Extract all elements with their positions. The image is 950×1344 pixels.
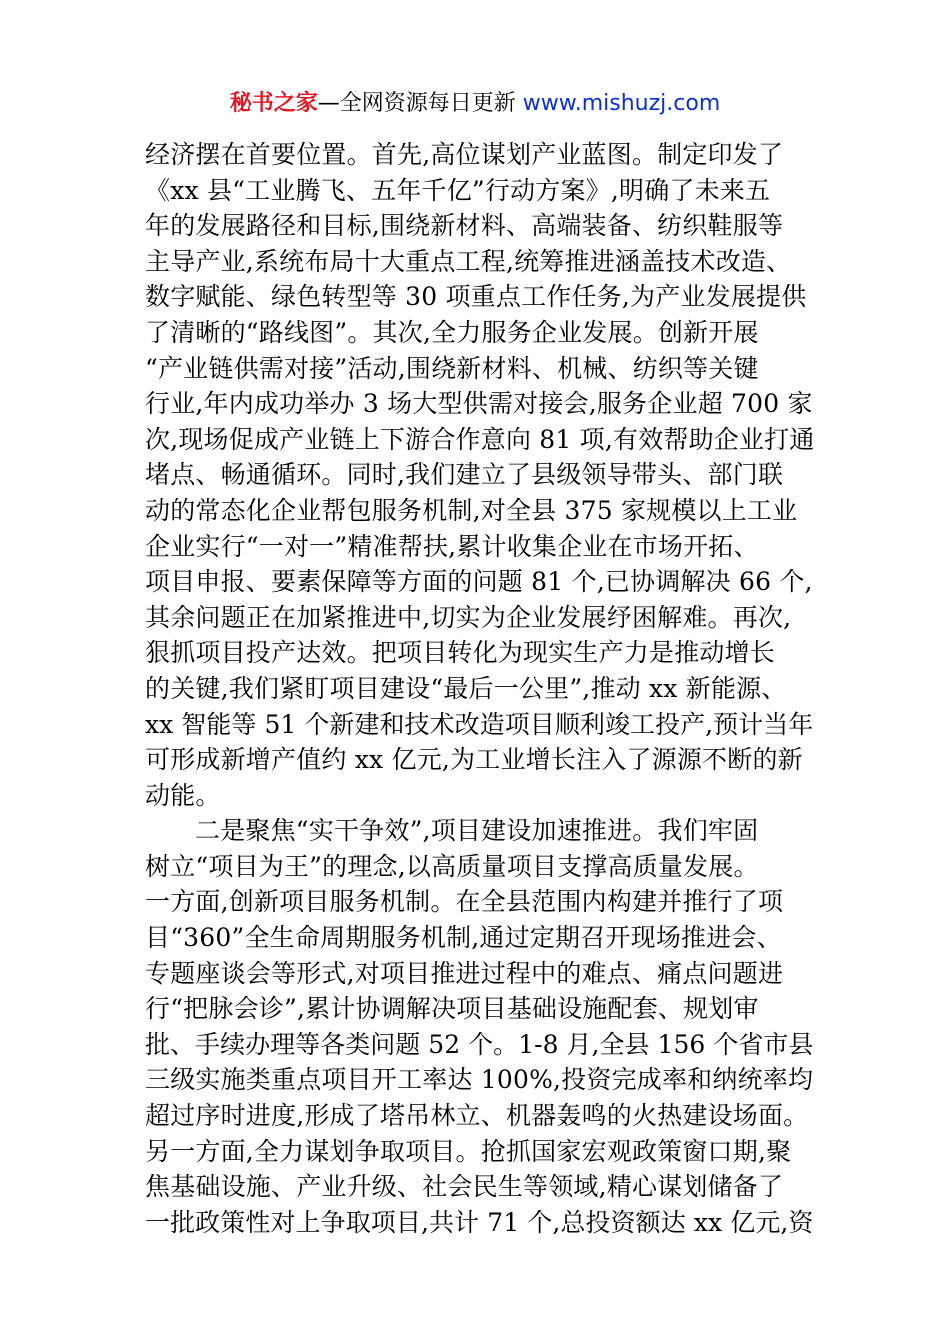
text-line: 专题座谈会等形式,对项目推进过程中的难点、痛点问题进 (145, 958, 784, 988)
text-line: xx 智能等 51 个新建和技术改造项目顺利竣工投产,预计当年 (145, 709, 814, 739)
text-line: 的关键,我们紧盯项目建设“最后一公里”,推动 xx 新能源、 (145, 673, 787, 703)
site-header (0, 88, 950, 120)
text-line: 《xx 县“工业腾飞、五年千亿”行动方案》,明确了未来五 (145, 175, 771, 205)
text-line: 了清晰的“路线图”。其次,全力服务企业发展。创新开展 (145, 317, 759, 347)
site-url-link[interactable]: www.mishuzj.com (522, 91, 721, 116)
text-line: 批、手续办理等各类问题 52 个。1-8 月,全县 156 个省市县 (145, 1029, 814, 1059)
text-line: 项目申报、要素保障等方面的问题 81 个,已协调解决 66 个, (145, 567, 813, 597)
paragraph-start-line: 二是聚焦“实干争效”,项目建设加速推进。我们牢固 (195, 816, 759, 846)
text-line: 主导产业,系统布局十大重点工程,统筹推进涵盖技术改造、 (145, 246, 792, 276)
text-line: 目“360”全生命周期服务机制,通过定期召开现场推进会、 (145, 923, 782, 953)
text-line: 次,现场促成产业链上下游合作意向 81 项,有效帮助企业打通 (145, 424, 815, 454)
header-tagline: —全网资源每日更新 (317, 91, 523, 116)
text-line: “产业链供需对接”活动,围绕新材料、机械、纺织等关键 (145, 353, 759, 383)
text-line: 超过序时进度,形成了塔吊林立、机器轰鸣的火热建设场面。 (145, 1101, 809, 1131)
text-line: 行“把脉会诊”,累计协调解决项目基础设施配套、规划审 (145, 994, 759, 1024)
text-line: 一方面,创新项目服务机制。在全县范围内构建并推行了项 (145, 887, 784, 917)
brand-name: 秘书之家 (229, 91, 318, 116)
text-line: 年的发展路径和目标,围绕新材料、高端装备、纺织鞋服等 (145, 211, 784, 241)
document-body (145, 137, 815, 1240)
text-line: 动能。 (145, 780, 221, 810)
text-line: 经济摆在首要位置。首先,高位谋划产业蓝图。制定印发了 (145, 140, 784, 169)
text-line: 树立“项目为王”的理念,以高质量项目支撑高质量发展。 (145, 851, 759, 881)
text-line: 堵点、畅通循环。同时,我们建立了县级领导带头、部门联 (145, 460, 784, 490)
text-line: 行业,年内成功举办 3 场大型供需对接会,服务企业超 700 家 (145, 389, 813, 419)
text-line: 三级实施类重点项目开工率达 100%,投资完成率和纳统率均 (145, 1065, 814, 1095)
text-line: 企业实行“一对一”精准帮扶,累计收集企业在市场开拓、 (145, 531, 759, 561)
text-line: 狠抓项目投产达效。把项目转化为现实生产力是推动增长 (145, 638, 776, 668)
text-line: 可形成新增产值约 xx 亿元,为工业增长注入了源源不断的新 (145, 745, 803, 775)
text-line: 其余问题正在加紧推进中,切实为企业发展纾困解难。再次, (145, 602, 792, 632)
text-line: 一批政策性对上争取项目,共计 71 个,总投资额达 xx 亿元,资 (145, 1207, 814, 1237)
text-line: 动的常态化企业帮包服务机制,对全县 375 家规模以上工业 (145, 495, 798, 525)
text-line: 数字赋能、绿色转型等 30 项重点工作任务,为产业发展提供 (145, 282, 807, 312)
text-line: 另一方面,全力谋划争取项目。抢抓国家宏观政策窗口期,聚 (145, 1136, 792, 1166)
text-line: 焦基础设施、产业升级、社会民生等领域,精心谋划储备了 (145, 1172, 784, 1202)
